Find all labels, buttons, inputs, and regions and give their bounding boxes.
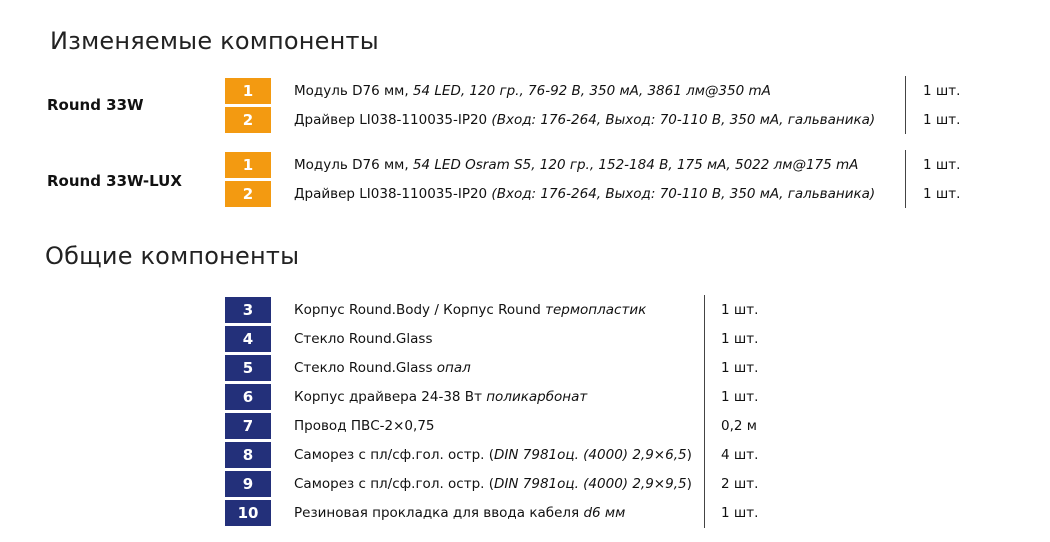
item-quantity: 2 шт. <box>721 476 759 492</box>
component-row <box>0 297 1050 323</box>
item-quantity: 1 шт. <box>923 157 961 173</box>
item-number-badge: 10 <box>225 500 271 526</box>
item-number-badge: 5 <box>225 355 271 381</box>
item-quantity: 1 шт. <box>721 505 759 521</box>
component-row <box>0 107 1050 133</box>
component-row <box>0 500 1050 526</box>
component-row <box>0 442 1050 468</box>
component-row <box>0 355 1050 381</box>
item-quantity: 1 шт. <box>923 83 961 99</box>
item-description: Саморез с пл/сф.гол. остр. (DIN 7981оц. (4000) 2,9×9,5) <box>294 476 692 492</box>
quantity-divider <box>905 150 906 208</box>
item-description: Стекло Round.Glass опал <box>294 360 471 376</box>
item-quantity: 1 шт. <box>721 389 759 405</box>
item-number-badge: 1 <box>225 78 271 104</box>
common-components-heading: Общие компоненты <box>45 242 300 270</box>
variant-name-round-33w-lux: Round 33W-LUX <box>47 172 182 190</box>
item-number-badge: 6 <box>225 384 271 410</box>
changeable-components-heading: Изменяемые компоненты <box>50 27 379 55</box>
item-number-badge: 7 <box>225 413 271 439</box>
item-description: Корпус Round.Body / Корпус Round термопластик <box>294 302 647 318</box>
item-description: Модуль D76 мм, 54 LED, 120 гр., 76-92 В, 350 мА, 3861 лм@350 mA <box>294 83 771 99</box>
item-number-badge: 9 <box>225 471 271 497</box>
quantity-divider <box>704 295 705 528</box>
item-description: Корпус драйвера 24-38 Вт поликарбонат <box>294 389 588 405</box>
item-description: Саморез с пл/сф.гол. остр. (DIN 7981оц. (4000) 2,9×6,5) <box>294 447 692 463</box>
item-number-badge: 2 <box>225 181 271 207</box>
item-quantity: 1 шт. <box>721 360 759 376</box>
item-description: Драйвер LI038-110035-IP20 (Вход: 176-264, Выход: 70-110 В, 350 мА, гальваника) <box>294 112 876 128</box>
item-description: Драйвер LI038-110035-IP20 (Вход: 176-264, Выход: 70-110 В, 350 мА, гальваника) <box>294 186 876 202</box>
component-row <box>0 471 1050 497</box>
quantity-divider <box>905 76 906 134</box>
item-description: Провод ПВС-2×0,75 <box>294 418 435 434</box>
item-quantity: 1 шт. <box>923 112 961 128</box>
item-quantity: 4 шт. <box>721 447 759 463</box>
component-row <box>0 384 1050 410</box>
item-number-badge: 4 <box>225 326 271 352</box>
item-number-badge: 2 <box>225 107 271 133</box>
item-quantity: 0,2 м <box>721 418 757 434</box>
component-row <box>0 181 1050 207</box>
item-description: Модуль D76 мм, 54 LED Osram S5, 120 гр., 152-184 В, 175 мА, 5022 лм@175 mA <box>294 157 859 173</box>
component-row <box>0 326 1050 352</box>
item-quantity: 1 шт. <box>721 331 759 347</box>
item-description: Стекло Round.Glass <box>294 331 433 347</box>
item-quantity: 1 шт. <box>923 186 961 202</box>
item-description: Резиновая прокладка для ввода кабеля d6 мм <box>294 505 626 521</box>
component-row <box>0 152 1050 178</box>
item-number-badge: 1 <box>225 152 271 178</box>
item-number-badge: 3 <box>225 297 271 323</box>
variant-name-round-33w: Round 33W <box>47 96 144 114</box>
component-row <box>0 413 1050 439</box>
item-quantity: 1 шт. <box>721 302 759 318</box>
component-row <box>0 78 1050 104</box>
item-number-badge: 8 <box>225 442 271 468</box>
